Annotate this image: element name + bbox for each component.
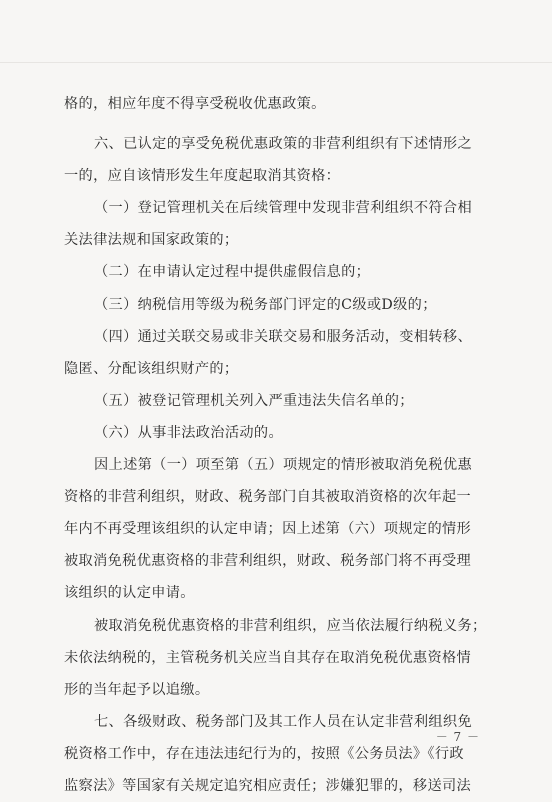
list-item-four-line: （四）通过关联交易或非关联交易和服务活动，变相转移、 xyxy=(94,328,472,345)
list-item-five-line: （五）被登记管理机关列入严重违法失信名单的； xyxy=(94,392,414,409)
text-line: 税资格工作中，存在违法违纪行为的，按照《公务员法》《行政 xyxy=(64,745,464,762)
list-item-two-line: （二）在申请认定过程中提供虚假信息的； xyxy=(94,264,371,281)
paragraph-gap xyxy=(64,120,490,128)
text-line: 资格的非营利组织，财政、税务部门自其被取消资格的次年起一 xyxy=(64,489,472,506)
text-line: 一的，应自该情形发生年度起取消其资格： xyxy=(64,168,341,185)
tax-obligation-line: 被取消免税优惠资格的非营利组织，应当依法履行纳税义务； xyxy=(94,617,487,634)
top-divider xyxy=(0,62,552,63)
text-line: 被取消免税优惠资格的非营利组织，财政、税务部门将不再受理 xyxy=(64,553,472,570)
text-line: 年内不再受理该组织的认定申请；因上述第（六）项规定的情形 xyxy=(64,521,472,538)
page-number: － 7 － xyxy=(435,730,480,744)
list-item-six-line: （六）从事非法政治活动的。 xyxy=(94,424,283,441)
section-seven-heading-line: 七、各级财政、税务部门及其工作人员在认定非营利组织免 xyxy=(94,713,472,730)
text-line: 形的当年起予以追缴。 xyxy=(64,681,210,698)
list-item-one-line: （一）登记管理机关在后续管理中发现非营利组织不符合相 xyxy=(94,200,472,217)
text-line: 监察法》等国家有关规定追究相应责任；涉嫌犯罪的，移送司法 xyxy=(64,777,472,794)
text-line: 隐匿、分配该组织财产的； xyxy=(64,360,239,377)
list-item-three-line: （三）纳税信用等级为税务部门评定的C级或D级的； xyxy=(94,296,437,313)
document-body xyxy=(64,88,490,802)
text-line: 未依法纳税的，主管税务机关应当自其存在取消免税优惠资格情 xyxy=(64,649,472,666)
text-line: 该组织的认定申请。 xyxy=(64,585,195,602)
section-six-heading-line: 六、已认定的享受免税优惠政策的非营利组织有下述情形之 xyxy=(94,136,472,153)
text-line: 格的，相应年度不得享受税收优惠政策。 xyxy=(64,96,326,112)
text-line: 关法律法规和国家政策的； xyxy=(64,232,239,249)
cancellation-rule-line: 因上述第（一）项至第（五）项规定的情形被取消免税优惠 xyxy=(94,457,472,474)
